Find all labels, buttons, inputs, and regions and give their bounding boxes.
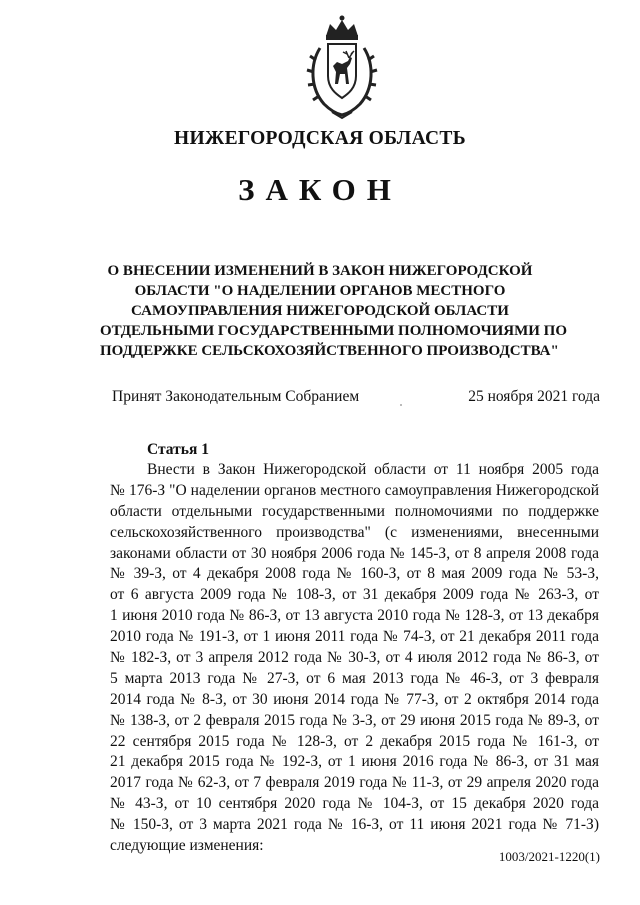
title-line: ОБЛАСТИ "О НАДЕЛЕНИИ ОРГАНОВ МЕСТНОГО xyxy=(134,283,506,299)
body-line: от 6 августа 2009 года № 108-З, от 31 декабря 2009 года № 263-З, от xyxy=(110,586,599,604)
scan-speck xyxy=(400,404,402,406)
document-type: ЗАКОН xyxy=(238,172,402,207)
law-title xyxy=(100,261,568,361)
body-line: 2010 года № 191-З, от 1 июня 2011 года № 74-З, от 21 декабря 2011 года xyxy=(110,628,599,646)
body-line: № 176-З "О наделении органов местного самоуправления Нижегородской xyxy=(110,481,599,499)
body-line: области отдельными государственными полномочиями по поддержке xyxy=(110,502,599,520)
body-line: № 43-З, от 10 сентября 2020 года № 104-З, от 15 декабря 2020 года xyxy=(110,795,599,813)
title-line: О ВНЕСЕНИИ ИЗМЕНЕНИЙ В ЗАКОН НИЖЕГОРОДСКОЙ xyxy=(107,263,533,279)
body-line: 2014 года № 8-З, от 30 июня 2014 года № 77-З, от 2 октября 2014 года xyxy=(110,690,599,708)
title-line: САМОУПРАВЛЕНИЯ НИЖЕГОРОДСКОЙ ОБЛАСТИ xyxy=(131,303,509,319)
document-code: 1003/2021-1220(1) xyxy=(498,849,600,864)
adopted-by: Принят Законодательным Собранием xyxy=(112,388,360,405)
body-line: законами области от 30 ноября 2006 года № 145-З, от 8 апреля 2008 года xyxy=(110,544,599,562)
region-name: НИЖЕГОРОДСКАЯ ОБЛАСТЬ xyxy=(174,128,466,149)
body-line: № 150-З, от 3 марта 2021 года № 16-З, от 11 июня 2021 года № 71-З) xyxy=(110,816,599,834)
body-line: 22 сентября 2015 года № 128-З, от 2 декабря 2015 года № 161-З, от xyxy=(110,732,599,750)
body-line: следующие изменения: xyxy=(110,837,264,855)
title-line: ОТДЕЛЬНЫМИ ГОСУДАРСТВЕННЫМИ ПОЛНОМОЧИЯМИ ПО xyxy=(100,323,568,339)
body-line: 21 декабря 2015 года № 192-З, от 1 июня 2016 года № 86-З, от 31 мая xyxy=(110,753,599,771)
body-line: № 138-З, от 2 февраля 2015 года № 3-З, от 29 июня 2015 года № 89-З, от xyxy=(110,711,599,729)
body-line: 5 марта 2013 года № 27-З, от 6 мая 2013 года № 46-З, от 3 февраля xyxy=(110,669,599,687)
article-body xyxy=(110,460,599,857)
body-line: № 182-З, от 3 апреля 2012 года № 30-З, от 4 июля 2012 года № 86-З, от xyxy=(110,649,599,667)
body-line: 2017 года № 62-З, от 7 февраля 2019 года № 11-З, от 29 апреля 2020 года xyxy=(110,774,599,792)
body-line: № 39-З, от 4 декабря 2008 года № 160-З, от 8 мая 2009 года № 53-З, xyxy=(110,565,599,583)
adoption-date: 25 ноября 2021 года xyxy=(468,388,600,405)
coat-of-arms-icon xyxy=(302,14,382,120)
body-line: 1 июня 2010 года № 86-З, от 13 августа 2010 года № 128-З, от 13 декабря xyxy=(110,607,599,625)
article-heading: Статья 1 xyxy=(147,441,209,458)
body-line: сельскохозяйственного производства" (с изменениями, внесенными xyxy=(110,523,599,541)
body-line: Внести в Закон Нижегородской области от 11 ноября 2005 года xyxy=(147,461,599,478)
title-line: ПОДДЕРЖКЕ СЕЛЬСКОХОЗЯЙСТВЕННОГО ПРОИЗВОДСТВА" xyxy=(100,343,559,359)
